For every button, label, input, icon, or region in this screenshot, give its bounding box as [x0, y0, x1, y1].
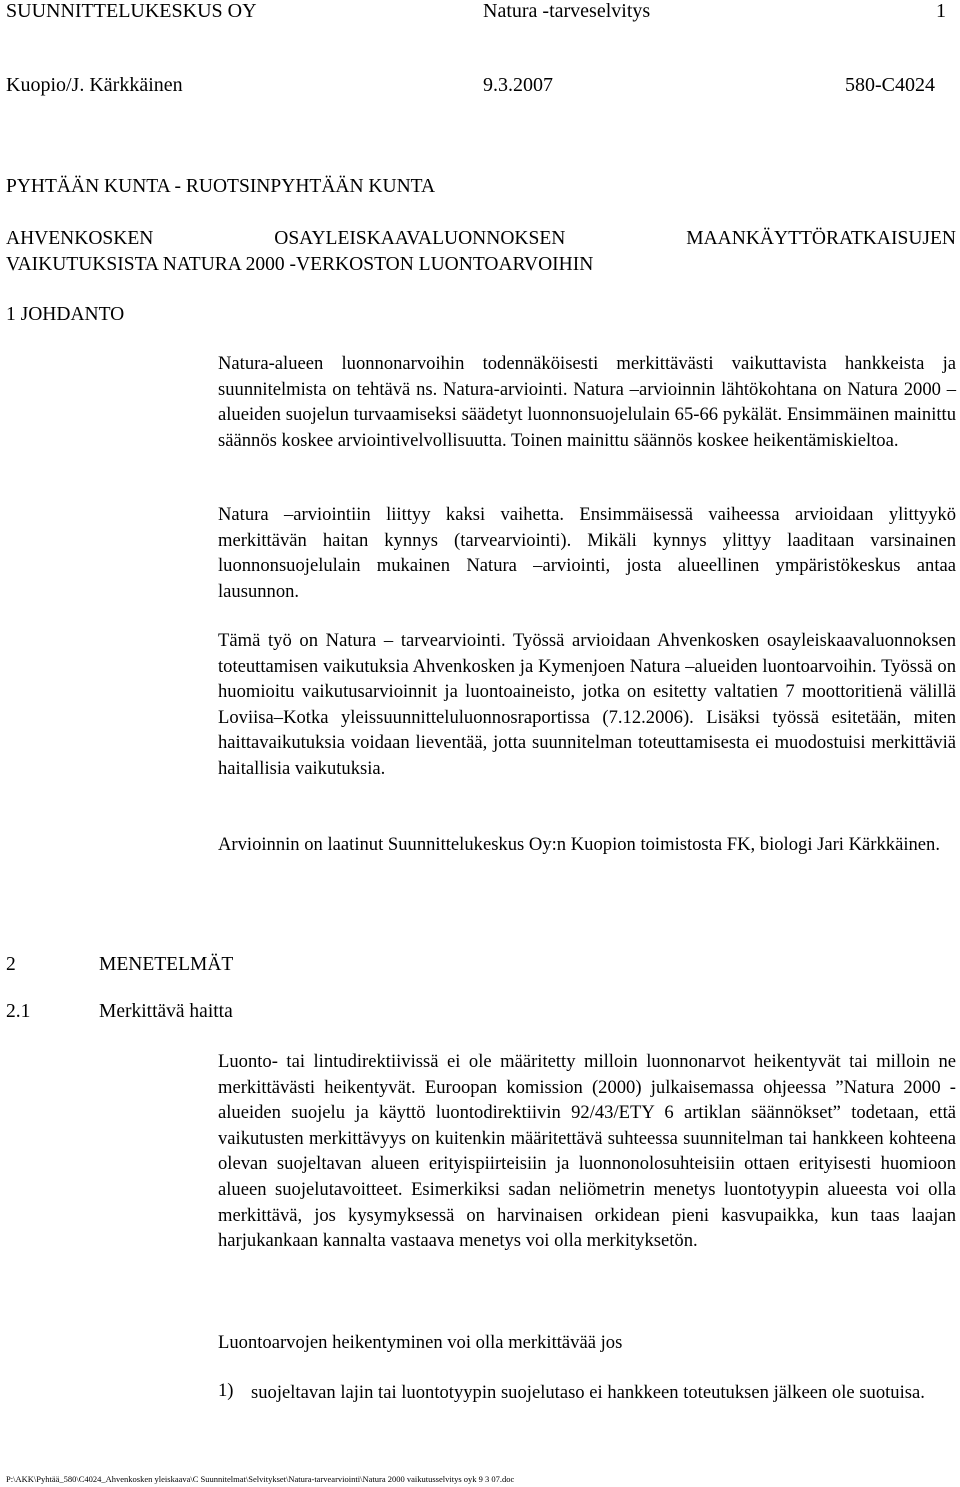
list-item-number: 1) — [218, 1380, 234, 1401]
paragraph-text: Luontoarvojen heikentyminen voi olla merkittävää jos — [218, 1332, 623, 1353]
list-item-text: suojeltavan lajin tai luontotyypin suojelutaso ei hankkeen toteutuksen jälkeen ole suotuisa. — [251, 1382, 925, 1403]
section-2-number: 2 — [6, 954, 16, 975]
paragraph-text: Natura-alueen luonnonarvoihin todennäköisesti merkittävästi vaikuttavista hankkeista ja suunnitelmista on tehtävä ns. Natura-arviointi. Natura –arvioinnin lähtökohtana on Natura 2000 –alueiden suojelun turvaamiseksi säädetyt luonnonsuojelulain 65-66 pykälät. Ensimmäinen mainittu säännös koskee arviointivelvollisuutta. Toinen mainittu säännös koskee heikentämiskieltoa. — [218, 353, 956, 451]
section-2-1-heading: Merkittävä haitta — [99, 1001, 233, 1022]
header-company: SUUNNITTELUKESKUS OY — [6, 0, 257, 22]
section-2-heading: MENETELMÄT — [99, 954, 234, 975]
footer-file-path: P:\AKK\Pyhtää_580\C4024_Ahvenkosken yleiskaava\C Suunnitelmat\Selvitykset\Natura-tarvearviointi\Natura 2000 vaikutusselvitys oyk 9 3 07.doc — [6, 1474, 515, 1484]
paragraph-text: Arvioinnin on laatinut Suunnittelukeskus Oy:n Kuopion toimistosta FK, biologi Jari Kärkkäinen. — [218, 834, 941, 855]
title-word-1: AHVENKOSKEN — [6, 228, 154, 249]
section-1-paragraph-3 — [218, 628, 956, 782]
section-1-paragraph-4 — [218, 832, 956, 858]
header-code: 580-C4024 — [845, 74, 935, 96]
paragraph-text: Natura –arviointiin liittyy kaksi vaihetta. Ensimmäisessä vaiheessa arvioidaan ylittyykö merkittävän haitan kynnys (tarvearviointi). Mikäli kynnys ylittyy laaditaan varsinainen luonnonsuojelulain mukainen Natura –arviointi, josta alueellinen ympäristökeskus antaa lausunnon. — [218, 504, 956, 602]
paragraph-text: Luonto- tai lintudirektiivissä ei ole määritetty milloin luonnonarvot heikentyvät tai milloin ne merkittävästi heikentyvät. Euroopan komission (2000) julkaisemassa ohjeessa ”Natura 2000 -alueiden suojelu ja käyttö luontodirektiivin 92/43/ETY 6 artiklan säännökset” todetaan, että vaikutusten merkittävyys on kuitenkin määritettävä suhteessa suunnitelman tai hankkeen kohteena olevan suojeltavan alueen erityispiirteisiin ja luonnonolosuhteisiin ottaen erityisesti huomioon alueen suojelutavoitteet. Esimerkiksi sadan neliömetrin menetys luontotyypin alueesta voi olla merkittävä, jos kysymyksessä on harvinaisen orkidean pieni kasvupaikka, kun taas laajan harjukankaan kannalta vastaava menetys voi olla merkityksetön. — [218, 1051, 956, 1252]
header-doc-type: Natura -tarveselvitys — [483, 0, 651, 22]
title-word-2: OSAYLEISKAAVALUONNOKSEN — [274, 228, 566, 249]
header-author: Kuopio/J. Kärkkäinen — [6, 74, 183, 96]
header-date: 9.3.2007 — [483, 74, 553, 96]
section-1-heading: 1 JOHDANTO — [6, 304, 125, 325]
title-word-3: MAANKÄYTTÖRATKAISUJEN — [686, 228, 956, 249]
section-2-paragraph-2 — [218, 1330, 956, 1356]
section-1-paragraph-2 — [218, 502, 956, 604]
title-line-3: VAIKUTUKSISTA NATURA 2000 -VERKOSTON LUONTOARVOIHIN — [6, 254, 594, 275]
title-line-1: PYHTÄÄN KUNTA - RUOTSINPYHTÄÄN KUNTA — [6, 176, 436, 197]
section-2-paragraph-1 — [218, 1049, 956, 1254]
paragraph-text: Tämä työ on Natura – tarvearviointi. Työssä arvioidaan Ahvenkosken osayleiskaavaluonnoksen toteuttamisen vaikutuksia Ahvenkosken ja Kymenjoen Natura –alueiden luontoarvoihin. Työssä on huomioitu vaikutusarvioinnit ja luontoaineisto, jotka on esitetty valtatien 7 moottoritienä välillä Loviisa–Kotka yleissuunnitteluluonnosraportissa (7.12.2006). Lisäksi työssä esitetään, miten haittavaikutuksia voidaan lieventää, jotta suunnitelman toteuttamisesta ei muodostuisi merkittäviä haitallisia vaikutuksia. — [218, 630, 956, 779]
section-2-1-number: 2.1 — [6, 1001, 31, 1022]
title-line-2 — [6, 228, 956, 250]
section-1-paragraph-1 — [218, 351, 956, 453]
header-page-number: 1 — [936, 0, 946, 22]
